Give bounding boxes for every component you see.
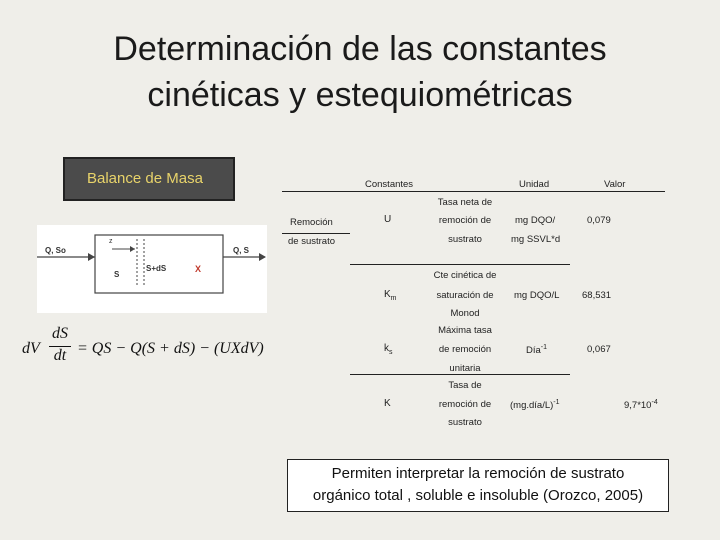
row-ks-desc-2: de remoción xyxy=(438,344,492,355)
row-km-symbol-sub: m xyxy=(390,295,397,302)
row-k-value-exp: -4 xyxy=(651,399,658,406)
row-ks-symbol-k: k xyxy=(384,343,389,354)
inlet-arrow-head xyxy=(88,253,95,261)
row-k-desc-3: sustrato xyxy=(448,417,482,428)
mass-balance-equation xyxy=(18,325,278,369)
title-line-1: Determinación de las constantes xyxy=(113,30,607,68)
row-u-unit-1: mg DQO/ xyxy=(515,215,556,226)
row-ks-symbol xyxy=(384,343,393,356)
row-u-unit-2: mg SSVL*d xyxy=(511,234,561,245)
eq-frac-den: dt xyxy=(53,347,67,364)
row-km-symbol xyxy=(384,289,397,302)
row-k-unit-base: (mg.día/L) xyxy=(510,400,554,412)
row-k-unit-exp: -1 xyxy=(553,399,560,406)
row-k-unit xyxy=(510,399,560,411)
reactor-diagram-svg xyxy=(37,225,267,313)
sds-label: S+dS xyxy=(146,264,167,273)
row-km-unit: mg DQO/L xyxy=(514,290,560,301)
table-top-rule xyxy=(282,191,665,192)
reactor-diagram xyxy=(37,225,267,313)
eq-prefix: dV xyxy=(22,340,40,357)
z-label: z xyxy=(109,238,113,245)
row-ks-symbol-sub: s xyxy=(389,349,393,356)
row-ks-desc-1: Máxima tasa xyxy=(438,325,492,336)
row-k-value-base: 9,7*10 xyxy=(624,400,652,412)
header-valor: Valor xyxy=(604,179,626,190)
row-km-symbol-k: K xyxy=(384,289,391,300)
row-km-desc-3: Monod xyxy=(450,308,480,319)
row-u-desc-2: remoción de xyxy=(438,215,492,226)
summary-line-1: Permiten interpretar la remoción de sustrato xyxy=(331,465,625,482)
row-km-desc-2: saturación de xyxy=(436,290,494,301)
row-k-symbol: K xyxy=(384,398,391,409)
row-label-line-2: de sustrato xyxy=(288,236,335,247)
row-k-value xyxy=(624,399,658,411)
outlet-arrow-head xyxy=(259,253,266,261)
row-u-desc-1: Tasa neta de xyxy=(437,197,493,208)
row-u-value: 0,079 xyxy=(587,215,611,226)
row-ks-value: 0,067 xyxy=(587,344,611,355)
row-ks-rule xyxy=(350,374,570,375)
outlet-label: Q, S xyxy=(233,246,250,255)
title-line-2: cinéticas y estequiométricas xyxy=(147,76,573,114)
row-k-desc-1: Tasa de xyxy=(448,380,482,391)
x-label: X xyxy=(195,264,202,274)
row-u-symbol: U xyxy=(384,214,392,225)
inlet-label: Q, So xyxy=(45,246,66,255)
row-label-line-1: Remoción xyxy=(290,217,333,228)
row-k-desc-2: remoción de xyxy=(438,399,492,410)
row-ks-unit-exp: -1 xyxy=(540,344,548,351)
row-km-desc-1: Cte cinética de xyxy=(433,270,497,281)
row-u-rule xyxy=(350,264,570,265)
summary-box xyxy=(287,459,669,512)
eq-rhs: = QS − Q(S + dS) − (UXdV) xyxy=(77,340,264,357)
row-ks-desc-3: unitaria xyxy=(449,363,481,374)
eq-frac-num: dS xyxy=(52,325,68,342)
summary-line-2: orgánico total , soluble e insoluble (Orozco, 2005) xyxy=(312,487,644,504)
row-ks-unit-base: Día xyxy=(526,345,541,357)
row-km-value: 68,531 xyxy=(582,290,612,301)
row-u-desc-3: sustrato xyxy=(448,234,482,245)
row-label-rule xyxy=(282,233,350,234)
header-unidad: Unidad xyxy=(519,179,550,190)
s-label: S xyxy=(114,270,120,279)
header-constantes: Constantes xyxy=(365,179,414,190)
balance-de-masa-box[interactable]: Balance de Masa xyxy=(63,157,235,201)
slide-title xyxy=(60,26,660,118)
row-ks-unit xyxy=(526,344,547,356)
